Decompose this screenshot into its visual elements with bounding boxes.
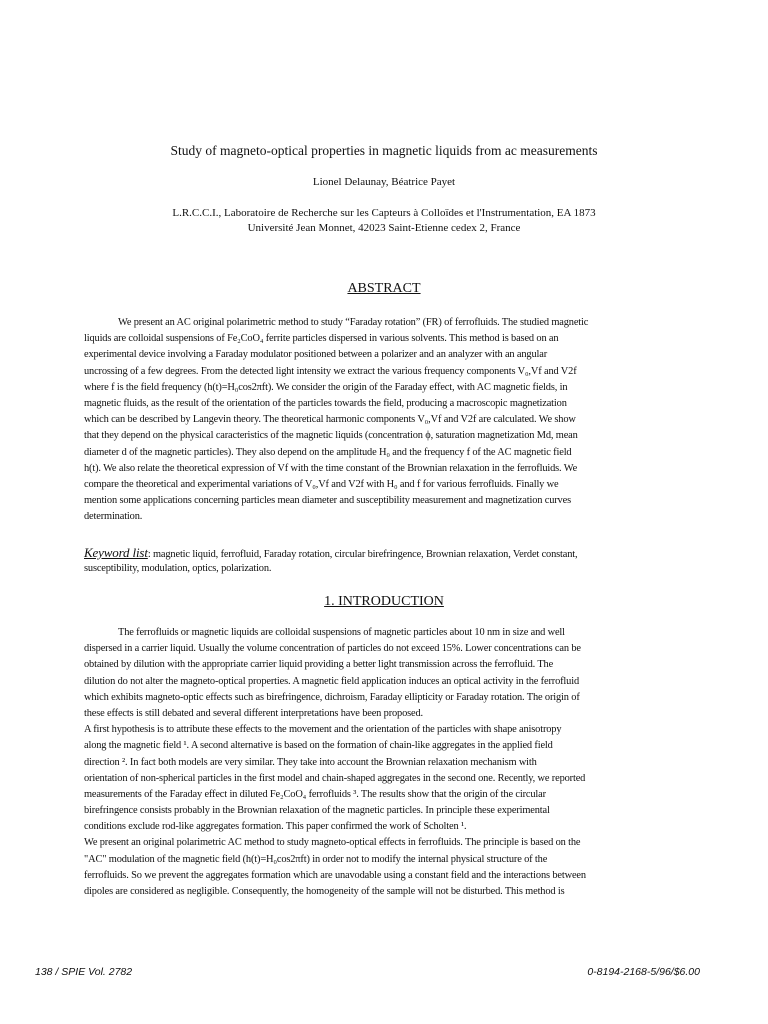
intro-line: A first hypothesis is to attribute these effects to the movement and the orientation of the particles with shape anisotropy xyxy=(84,724,562,736)
abstract-body xyxy=(84,315,692,525)
intro-line: these effects is still debated and several different interpretations have been proposed. xyxy=(84,707,423,719)
intro-line: which exhibits magneto-optic effects such as birefringence, dichroism, Faraday ellipticity or Faraday rotation. The origin of xyxy=(84,691,580,703)
abstract-line: uncrossing of a few degrees. From the detected light intensity we extract the various frequency components V₀,Vf and V2f xyxy=(84,365,577,377)
abstract-line: experimental device involving a Faraday modulator positioned between a polarizer and an analyzer with an angular xyxy=(84,349,548,361)
intro-line: We present an original polarimetric AC method to study magneto-optical effects in ferrofluids. The principle is based on the xyxy=(84,837,581,849)
paper-authors: Lionel Delaunay, Béatrice Payet xyxy=(312,176,456,188)
intro-line: measurements of the Faraday effect in diluted Fe₂CoO₄ ferrofluids ³. The results show that the origin of the circular xyxy=(84,788,546,800)
abstract-line: compare the theoretical and experimental variations of V₀,Vf and V2f with H₀ and f for various ferrofluids. Finally we xyxy=(84,478,559,490)
intro-line: along the magnetic field ¹. A second alternative is based on the formation of chain-like aggregates in the applied field xyxy=(84,740,553,752)
abstract-line: We present an AC original polarimetric method to study “Faraday rotation” (FR) of ferrofluids. The studied magnetic xyxy=(118,317,589,328)
abstract-line: magnetic fluids, as the result of the orientation of the particles towards the field, producing a macroscopic magnetization xyxy=(84,397,567,409)
introduction-heading: 1. INTRODUCTION xyxy=(324,594,444,609)
keyword-list-label: Keyword list xyxy=(84,545,148,560)
abstract-line: h(t). We also relate the theoretical expression of Vf with the time constant of the Brownian relaxation in the ferrofluids. We xyxy=(84,462,578,474)
introduction-body xyxy=(84,625,692,900)
intro-line: "AC" modulation of the magnetic field (h(t)=H₀cos2πft) in order not to modify the internal physical structure of the xyxy=(84,853,548,865)
abstract-line: where f is the field frequency (h(t)=H₀cos2πft). We consider the origin of the Faraday effect, with AC magnetic fields, in xyxy=(84,381,568,393)
abstract-line: determination. xyxy=(84,511,143,523)
footer-page-info: 138 / SPIE Vol. 2782 xyxy=(35,966,133,978)
abstract-line: which can be described by Langevin theory. The theoretical harmonic components V₀,Vf and V2f are calculated. We show xyxy=(84,414,576,426)
intro-line: dispersed in a carrier liquid. Usually the volume concentration of particles do not exceed 15%. Lower concentrations can be xyxy=(84,643,581,655)
intro-line: conditions exclude rod-like aggregates formation. This paper confirmed the work of Scholten ¹. xyxy=(84,821,467,833)
intro-line: direction ². In fact both models are very similar. They take into account the Brownian relaxation mechanism with xyxy=(84,756,537,768)
affiliation-line-1: L.R.C.C.I., Laboratoire de Recherche sur les Capteurs à Colloïdes et l'Instrumentation, EA 1873 xyxy=(172,207,596,219)
keyword-list-line-2: susceptibility, modulation, optics, polarization. xyxy=(84,563,272,575)
paper-title: Study of magneto-optical properties in magnetic liquids from ac measurements xyxy=(170,143,598,158)
intro-line: dilution do not alter the magneto-optical properties. A magnetic field application induces an optical activity in the ferrofluid xyxy=(84,675,579,687)
affiliation-line-2: Université Jean Monnet, 42023 Saint-Etienne cedex 2, France xyxy=(247,222,521,234)
abstract-line: liquids are colloidal suspensions of Fe₂CoO₄ ferrite particles dispersed in various solvents. This method is based on an xyxy=(84,333,559,345)
intro-line: obtained by dilution with the appropriate carrier liquid providing a better light transmission across the ferrofluid. The xyxy=(84,659,554,671)
intro-line: birefringence consists probably in the Brownian relaxation of the magnetic particles. In principle these experimental xyxy=(84,805,550,817)
keyword-list xyxy=(84,545,692,577)
keyword-list-line-1: : magnetic liquid, ferrofluid, Faraday rotation, circular birefringence, Brownian relaxation, Verdet constant, xyxy=(147,549,578,560)
footer-isbn: 0-8194-2168-5/96/$6.00 xyxy=(587,966,700,978)
intro-line: The ferrofluids or magnetic liquids are colloidal suspensions of magnetic particles about 10 nm in size and well xyxy=(118,627,565,638)
intro-line: ferrofluids. So we prevent the aggregates formation which are unavodable using a constant field and the interactions between xyxy=(84,869,586,881)
abstract-line: mention some applications concerning particles mean diameter and susceptibility measurement and magnetization curves xyxy=(84,495,571,507)
abstract-line: diameter d of the magnetic particles). They also depend on the amplitude H₀ and the frequency f of the AC magnetic field xyxy=(84,446,572,458)
intro-line: dipoles are considered as negligible. Consequently, the homogeneity of the sample will not be disturbed. This method is xyxy=(84,886,565,897)
intro-line: orientation of non-spherical particles in the first model and chain-shaped aggregates in the second one. Recently, we reported xyxy=(84,772,586,784)
abstract-line: that they depend on the physical caracteristics of the magnetic liquids (concentration ϕ, saturation magnetization Md, mean xyxy=(84,430,578,442)
abstract-heading: ABSTRACT xyxy=(347,281,421,296)
